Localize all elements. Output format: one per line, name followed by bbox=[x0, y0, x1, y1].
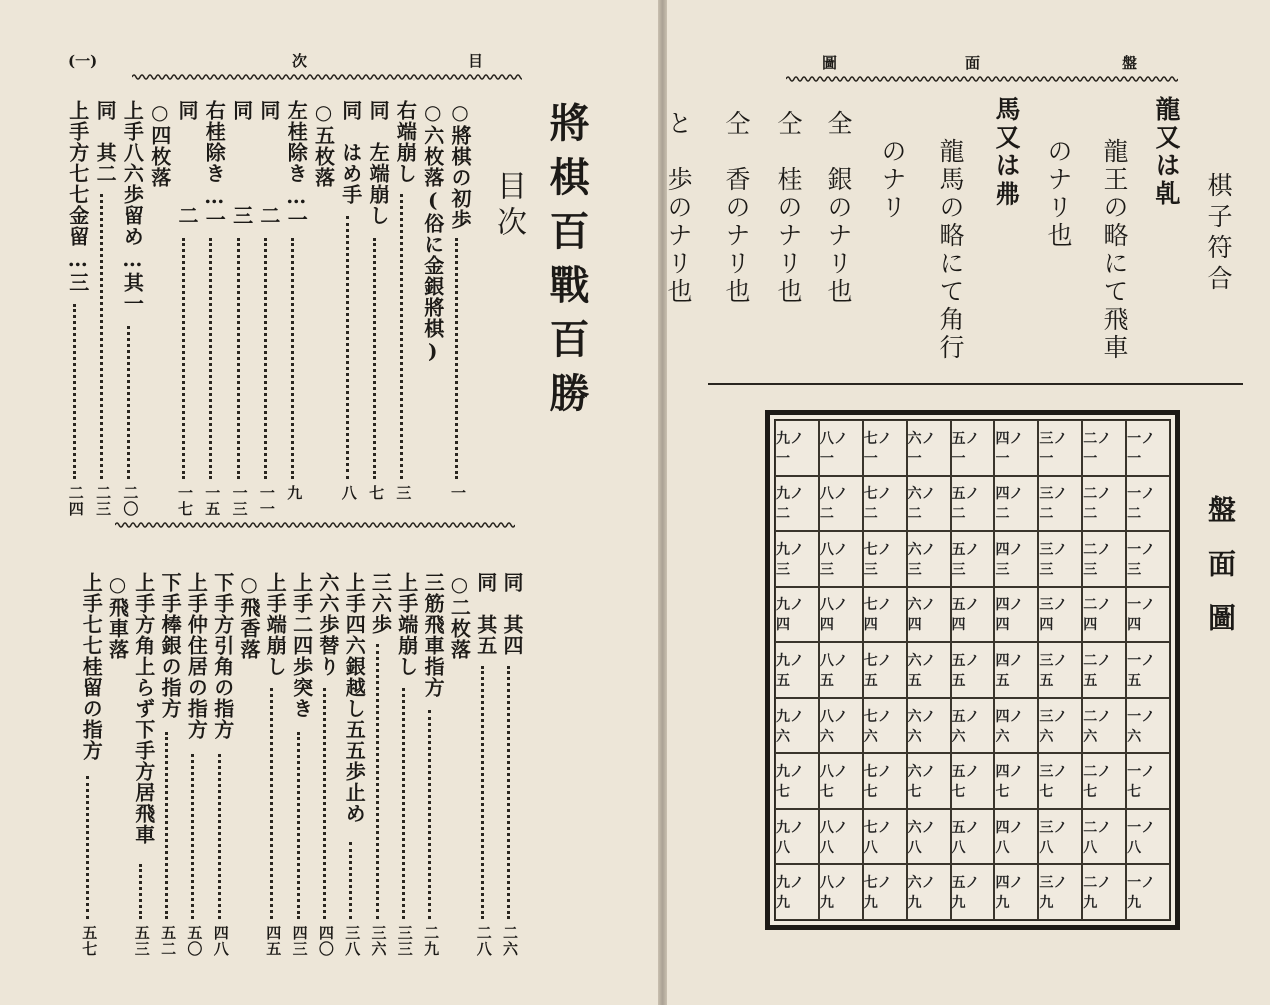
symbol-note: 仝 香のナリ也 bbox=[722, 110, 751, 306]
board-square: 三ノ七 bbox=[1038, 753, 1082, 809]
board-square: 一ノ四 bbox=[1126, 587, 1170, 643]
board-square: 七ノ五 bbox=[863, 642, 907, 698]
board-square: 二ノ三 bbox=[1082, 531, 1126, 587]
board-square: 三ノ九 bbox=[1038, 864, 1082, 920]
toc-dot-leader bbox=[400, 194, 403, 479]
toc-dot-leader bbox=[455, 238, 458, 479]
toc-entry-page: 二八 bbox=[474, 925, 493, 957]
board-square: 七ノ三 bbox=[863, 531, 907, 587]
board-square: 七ノ六 bbox=[863, 698, 907, 754]
toc-entry-title: 下手棒銀の指方 bbox=[158, 572, 183, 719]
board-square: 四ノ四 bbox=[994, 587, 1038, 643]
horizontal-divider bbox=[708, 383, 1243, 385]
toc-entry-title: ○二枚落 bbox=[447, 572, 472, 660]
toc-dot-leader bbox=[182, 238, 185, 479]
board-square: 六ノ五 bbox=[907, 642, 951, 698]
board-square: 五ノ六 bbox=[951, 698, 995, 754]
board-square: 五ノ一 bbox=[951, 420, 995, 476]
board-square: 三ノ四 bbox=[1038, 587, 1082, 643]
board-square: 六ノ四 bbox=[907, 587, 951, 643]
toc-entry-title: 上手端崩し bbox=[394, 572, 419, 677]
right-header-wavy-rule bbox=[786, 74, 1178, 84]
toc-entry-page: 五〇 bbox=[185, 925, 204, 957]
toc-entry-title: ○六枚落(俗に金銀將棋) bbox=[420, 100, 445, 364]
toc-entry-page: 二九 bbox=[422, 925, 441, 957]
toc-dot-leader bbox=[218, 754, 221, 919]
symbol-note: 龍王の略にて飛車 bbox=[1100, 138, 1129, 362]
toc-entry-page: 五三 bbox=[132, 925, 151, 957]
toc-dot-leader bbox=[507, 666, 510, 919]
symbol-note: 龍馬の略にて角行 bbox=[936, 138, 965, 362]
toc-entry-title: 同 左端崩し bbox=[366, 100, 391, 226]
toc-dot-leader bbox=[191, 754, 194, 919]
board-square: 六ノ八 bbox=[907, 809, 951, 865]
board-square: 二ノ五 bbox=[1082, 642, 1126, 698]
shogi-board-grid bbox=[774, 419, 1171, 921]
toc-entry-title: 三筋飛車指方 bbox=[421, 572, 446, 698]
toc-entry-title: 同 三 bbox=[229, 100, 254, 226]
board-square: 五ノ四 bbox=[951, 587, 995, 643]
board-square: 四ノ六 bbox=[994, 698, 1038, 754]
board-frame bbox=[765, 410, 1180, 930]
board-square: 六ノ三 bbox=[907, 531, 951, 587]
toc-entry-page: 三八 bbox=[343, 925, 362, 957]
board-square: 九ノ九 bbox=[775, 864, 819, 920]
toc-entry-title: 六六歩替り bbox=[315, 572, 340, 677]
toc-heading: 目次 bbox=[491, 170, 526, 242]
board-square: 九ノ一 bbox=[775, 420, 819, 476]
toc-dot-leader bbox=[264, 238, 267, 479]
toc-entry-title: 下手方引角の指方 bbox=[210, 572, 235, 740]
toc-entry-title: 同 はめ手 bbox=[338, 100, 363, 205]
toc-dot-leader bbox=[373, 238, 376, 479]
toc-dot-leader bbox=[346, 216, 349, 479]
toc-dot-leader bbox=[86, 776, 89, 919]
toc-dot-leader bbox=[297, 732, 300, 919]
board-square: 五ノ五 bbox=[951, 642, 995, 698]
board-square: 九ノ八 bbox=[775, 809, 819, 865]
left-header-wavy-rule bbox=[132, 72, 522, 82]
board-square: 五ノ二 bbox=[951, 476, 995, 532]
toc-entry-page: 四五 bbox=[264, 925, 283, 957]
toc-entry-title: ○飛香落 bbox=[237, 572, 261, 660]
toc-entry-page: 四〇 bbox=[316, 925, 335, 957]
toc-entry-title: 上手四六銀越し五五歩止め bbox=[342, 572, 367, 824]
symbol-note: のナリ bbox=[878, 138, 907, 222]
board-square: 三ノ六 bbox=[1038, 698, 1082, 754]
board-square: 六ノ一 bbox=[907, 420, 951, 476]
toc-entry-title: 同 二 bbox=[256, 100, 281, 226]
symbol-note: と 歩のナリ也 bbox=[664, 110, 693, 306]
toc-entry-title: 上手方角上らず下手方居飛車 bbox=[131, 572, 156, 845]
toc-dot-leader bbox=[270, 688, 273, 919]
toc-entry-page: 一五 bbox=[203, 485, 222, 517]
board-square: 六ノ七 bbox=[907, 753, 951, 809]
toc-entry-page: 二三 bbox=[94, 485, 113, 517]
toc-entry-title: 上手八六歩留め…其一 bbox=[120, 100, 145, 314]
toc-dot-leader bbox=[100, 194, 103, 479]
symbol-note: 馬又は𢎵 bbox=[992, 96, 1021, 208]
toc-entry-title: 右端崩し bbox=[393, 100, 418, 184]
symbol-note: のナリ也 bbox=[1044, 138, 1073, 250]
toc-entry-page: 二四 bbox=[66, 485, 85, 517]
toc-entry-title: 同 二 bbox=[175, 100, 199, 226]
toc-entry-page: 三 bbox=[394, 485, 413, 501]
board-square: 四ノ三 bbox=[994, 531, 1038, 587]
board-square: 三ノ二 bbox=[1038, 476, 1082, 532]
toc-entry-page: 三三 bbox=[395, 925, 414, 957]
board-square: 九ノ四 bbox=[775, 587, 819, 643]
board-square: 八ノ二 bbox=[819, 476, 863, 532]
toc-dot-leader bbox=[323, 688, 326, 919]
board-square: 六ノ二 bbox=[907, 476, 951, 532]
board-square: 五ノ七 bbox=[951, 753, 995, 809]
board-square: 一ノ三 bbox=[1126, 531, 1170, 587]
board-square: 七ノ七 bbox=[863, 753, 907, 809]
board-square: 七ノ八 bbox=[863, 809, 907, 865]
toc-dot-leader bbox=[349, 842, 352, 919]
board-square: 八ノ七 bbox=[819, 753, 863, 809]
symbol-note: 仝 桂のナリ也 bbox=[774, 110, 803, 306]
toc-entry-page: 一一 bbox=[257, 485, 276, 517]
toc-dot-leader bbox=[139, 864, 142, 919]
board-square: 二ノ四 bbox=[1082, 587, 1126, 643]
toc-entry-title: 上手端崩し bbox=[263, 572, 288, 677]
board-square: 六ノ九 bbox=[907, 864, 951, 920]
board-square: 七ノ一 bbox=[863, 420, 907, 476]
board-square: 九ノ六 bbox=[775, 698, 819, 754]
toc-entry-title: 上手方七七金留…三 bbox=[65, 100, 90, 293]
board-square: 三ノ三 bbox=[1038, 531, 1082, 587]
toc-dot-leader bbox=[237, 238, 240, 479]
toc-entry-title: ○四枚落 bbox=[147, 100, 172, 188]
toc-entry-title: ○五枚落 bbox=[311, 100, 336, 188]
left-header-char-a: 次 bbox=[292, 52, 308, 70]
toc-entry-page: 一三 bbox=[230, 485, 249, 517]
board-square: 五ノ八 bbox=[951, 809, 995, 865]
toc-entry-title: 同 其五 bbox=[473, 572, 498, 656]
board-square: 九ノ三 bbox=[775, 531, 819, 587]
toc-dot-leader bbox=[165, 732, 168, 919]
board-square: 一ノ七 bbox=[1126, 753, 1170, 809]
toc-dot-leader bbox=[73, 304, 76, 479]
toc-entry-title: 上手二四歩突き bbox=[289, 572, 314, 719]
toc-entry-title: 上手七七桂留の指方 bbox=[79, 572, 104, 761]
toc-entry-page: 八 bbox=[339, 485, 358, 501]
board-square: 九ノ七 bbox=[775, 753, 819, 809]
toc-entry-page: 二〇 bbox=[121, 485, 140, 517]
toc-dot-leader bbox=[376, 644, 379, 919]
right-header-char-c: 圖 bbox=[822, 54, 838, 72]
left-header-char-b: 目 bbox=[468, 52, 484, 70]
toc-entry-title: 同 其二 bbox=[93, 100, 118, 184]
toc-entry-title: 右桂除き…一 bbox=[202, 100, 227, 230]
toc-entry-title: 上手仲住居の指方 bbox=[184, 572, 209, 740]
board-square: 四ノ八 bbox=[994, 809, 1038, 865]
board-square: 四ノ七 bbox=[994, 753, 1038, 809]
book-title: 將棋百戰百勝 bbox=[543, 102, 590, 426]
toc-entry-title: ○飛車落 bbox=[105, 572, 130, 660]
toc-entry-page: 九 bbox=[285, 485, 304, 501]
toc-entry-page: 四三 bbox=[290, 925, 309, 957]
board-square: 九ノ二 bbox=[775, 476, 819, 532]
board-square: 一ノ九 bbox=[1126, 864, 1170, 920]
board-square: 二ノ二 bbox=[1082, 476, 1126, 532]
board-square: 二ノ六 bbox=[1082, 698, 1126, 754]
board-square: 四ノ五 bbox=[994, 642, 1038, 698]
board-square: 一ノ二 bbox=[1126, 476, 1170, 532]
board-square: 八ノ九 bbox=[819, 864, 863, 920]
board-square: 八ノ六 bbox=[819, 698, 863, 754]
board-square: 七ノ九 bbox=[863, 864, 907, 920]
toc-dot-leader bbox=[481, 666, 484, 919]
toc-entry-title: 三六歩 bbox=[368, 572, 393, 635]
symbol-note: 全 銀のナリ也 bbox=[824, 110, 853, 306]
toc-dot-leader bbox=[291, 238, 294, 479]
board-square: 六ノ六 bbox=[907, 698, 951, 754]
toc-dot-leader bbox=[127, 326, 130, 479]
left-page-number: (一) bbox=[68, 52, 98, 70]
right-header-char-b: 面 bbox=[965, 54, 981, 72]
board-square: 五ノ三 bbox=[951, 531, 995, 587]
board-square: 三ノ一 bbox=[1038, 420, 1082, 476]
board-square: 三ノ五 bbox=[1038, 642, 1082, 698]
board-square: 二ノ一 bbox=[1082, 420, 1126, 476]
toc-dot-leader bbox=[209, 238, 212, 479]
toc-dot-leader bbox=[402, 688, 405, 919]
board-square: 八ノ五 bbox=[819, 642, 863, 698]
board-square: 三ノ八 bbox=[1038, 809, 1082, 865]
toc-entry-page: 四八 bbox=[211, 925, 230, 957]
toc-entry-page: 三六 bbox=[369, 925, 388, 957]
toc-entry-page: 一 bbox=[449, 485, 467, 501]
board-square: 一ノ五 bbox=[1126, 642, 1170, 698]
board-title: 盤面圖 bbox=[1204, 495, 1237, 657]
board-square: 四ノ二 bbox=[994, 476, 1038, 532]
board-square: 四ノ九 bbox=[994, 864, 1038, 920]
toc-entry-title: 左桂除き…一 bbox=[284, 100, 309, 230]
toc-entry-page: 一七 bbox=[176, 485, 194, 517]
toc-entry-title: 同 其四 bbox=[500, 572, 524, 656]
board-square: 九ノ五 bbox=[775, 642, 819, 698]
board-square: 二ノ八 bbox=[1082, 809, 1126, 865]
board-square: 一ノ六 bbox=[1126, 698, 1170, 754]
section-title: 棋子符合 bbox=[1204, 172, 1233, 296]
board-square: 四ノ一 bbox=[994, 420, 1038, 476]
toc-entry-title: ○將棋の初歩 bbox=[448, 100, 472, 230]
board-square: 五ノ九 bbox=[951, 864, 995, 920]
board-square: 二ノ九 bbox=[1082, 864, 1126, 920]
toc-entry-page: 五二 bbox=[159, 925, 178, 957]
toc-dot-leader bbox=[428, 710, 431, 919]
board-square: 七ノ二 bbox=[863, 476, 907, 532]
board-square: 一ノ一 bbox=[1126, 420, 1170, 476]
board-square: 七ノ四 bbox=[863, 587, 907, 643]
symbol-note: 龍又は𠃵 bbox=[1152, 96, 1181, 208]
board-square: 一ノ八 bbox=[1126, 809, 1170, 865]
toc-entry-page: 二六 bbox=[501, 925, 519, 957]
board-square: 八ノ八 bbox=[819, 809, 863, 865]
board-square: 八ノ一 bbox=[819, 420, 863, 476]
right-header-char-a: 盤 bbox=[1122, 54, 1138, 72]
left-middle-wavy-rule bbox=[115, 520, 515, 530]
toc-entry-page: 五七 bbox=[80, 925, 99, 957]
toc-entry-page: 七 bbox=[367, 485, 386, 501]
board-square: 八ノ四 bbox=[819, 587, 863, 643]
board-square: 二ノ七 bbox=[1082, 753, 1126, 809]
board-square: 八ノ三 bbox=[819, 531, 863, 587]
